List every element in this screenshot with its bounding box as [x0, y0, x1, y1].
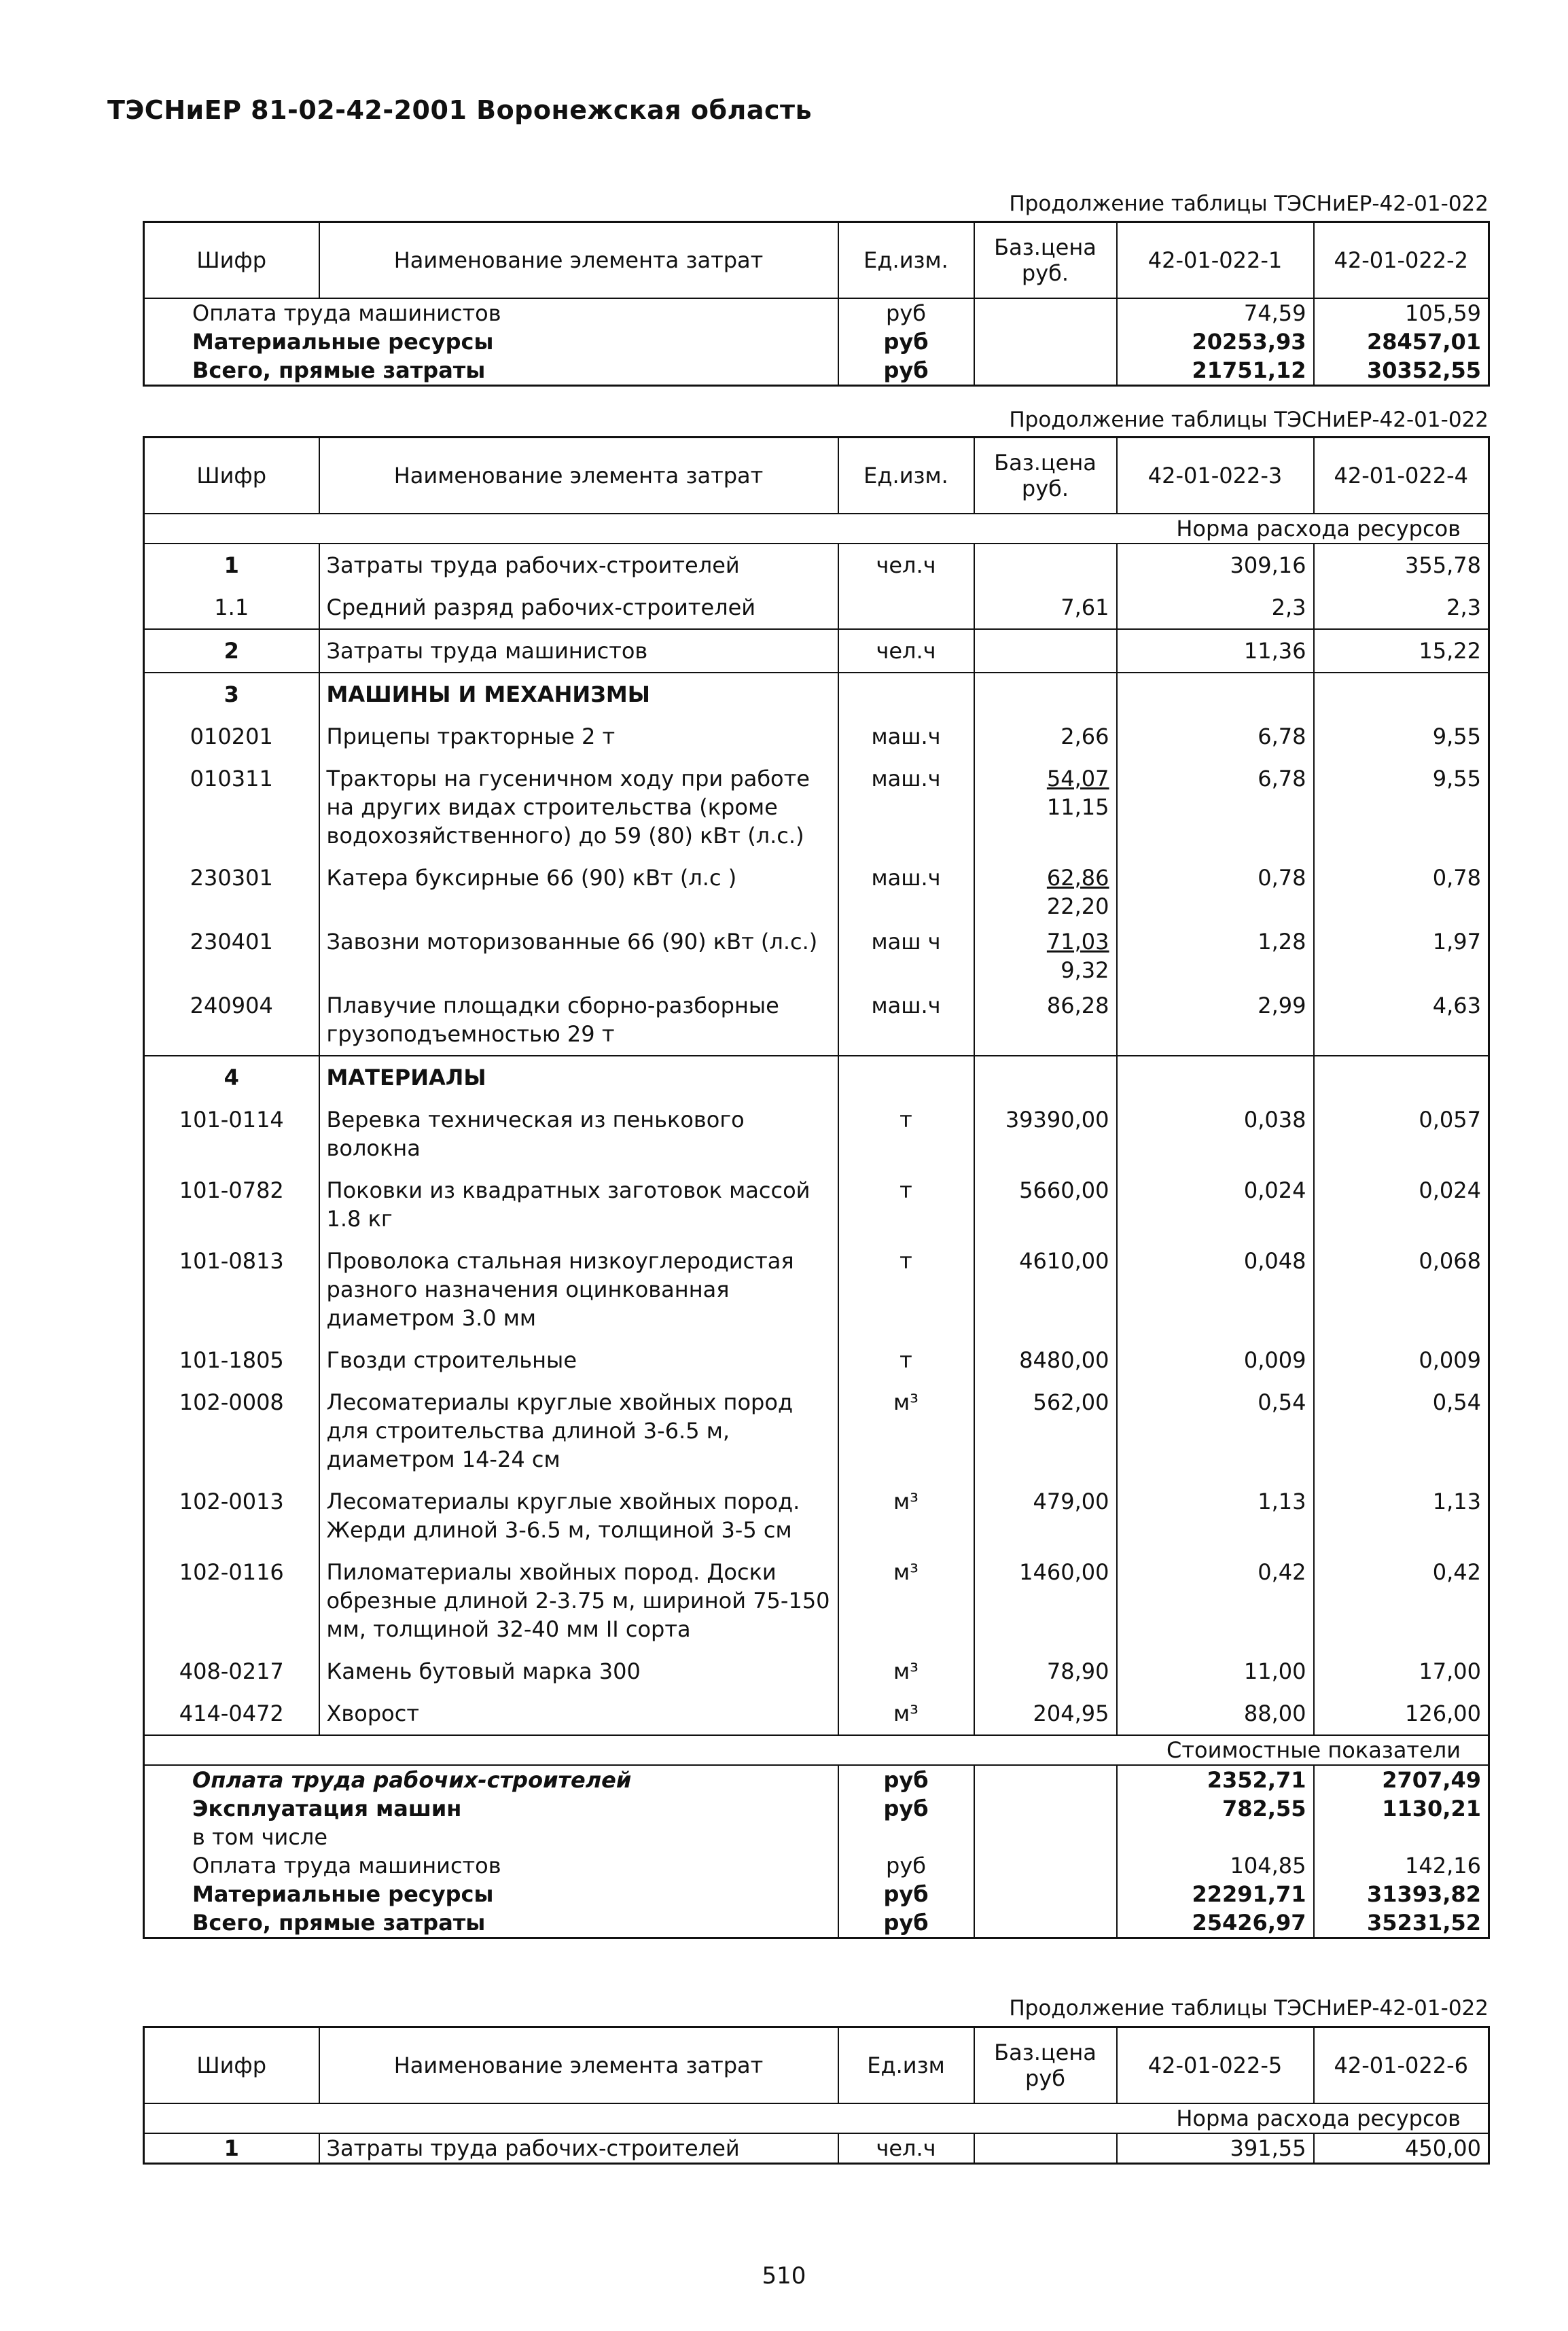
summary-name: в том числе: [192, 1824, 327, 1850]
row-unit: т: [838, 1169, 974, 1240]
col-v1-header: 42-01-022-5: [1117, 2027, 1314, 2104]
summary-unit: руб: [838, 1851, 974, 1880]
summary-value-1: 20253,93: [1117, 327, 1314, 356]
summary-price: [974, 298, 1117, 327]
summary-name: Материальные ресурсы: [192, 329, 494, 355]
row-value-2: 126,00: [1314, 1692, 1489, 1735]
table-row: [144, 758, 1489, 857]
row-price: [974, 1339, 1117, 1381]
row-value-1: 0,024: [1117, 1169, 1314, 1240]
summary-unit: руб: [838, 1765, 974, 1794]
row-unit: м³: [838, 1692, 974, 1735]
summary-unit: руб: [838, 356, 974, 386]
row-value-2: 9,55: [1314, 715, 1489, 758]
row-value-1: 391,55: [1117, 2133, 1314, 2164]
table-row: [144, 673, 1489, 715]
table-row: [144, 544, 1489, 586]
summary-row: [144, 356, 1489, 386]
row-code: 010201: [190, 724, 273, 749]
table-row: [144, 715, 1489, 758]
table-row: [144, 1551, 1489, 1650]
summary-unit: руб: [838, 298, 974, 327]
row-name: Проволока стальная низкоуглеродистая разного назначения оцинкованная диаметром 3.0 мм: [319, 1240, 838, 1339]
row-value-1: 0,009: [1117, 1339, 1314, 1381]
summary-name: Оплата труда рабочих-строителей: [192, 1767, 632, 1793]
summary-value-2: 30352,55: [1314, 356, 1489, 386]
row-unit: м³: [838, 1551, 974, 1650]
row-code: 4: [224, 1065, 239, 1090]
row-unit: чел.ч: [838, 544, 974, 586]
row-value-1: 309,16: [1117, 544, 1314, 586]
row-value-2: 2,3: [1314, 586, 1489, 629]
table-row: [144, 2133, 1489, 2164]
row-price: [974, 1381, 1117, 1480]
row-name: Пиломатериалы хвойных пород. Доски обрезные длиной 2-3.75 м, шириной 75-150 мм, толщиной 32-40 мм II сорта: [319, 1551, 838, 1650]
table-row: [144, 629, 1489, 673]
summary-value-1: 104,85: [1117, 1851, 1314, 1880]
row-unit: маш.ч: [838, 984, 974, 1056]
row-name: Затраты труда машинистов: [319, 629, 838, 673]
table3-continuation-caption: Продолжение таблицы ТЭСНиЕР-42-01-022: [1009, 1996, 1489, 2021]
cost-header-spacer: [144, 1735, 319, 1765]
summary-row: [144, 1765, 1489, 1794]
cost-header-row: [144, 1735, 1489, 1765]
row-code: 101-0114: [179, 1107, 284, 1133]
row-price: [974, 984, 1117, 1056]
row-unit: м³: [838, 1650, 974, 1692]
col-v2-header: 42-01-022-6: [1314, 2027, 1489, 2104]
row-code: 101-0782: [179, 1177, 284, 1203]
row-price-value: 71,03: [1046, 929, 1109, 955]
col-unit-header: Ед.изм: [838, 2027, 974, 2104]
summary-price: [974, 1880, 1117, 1908]
row-price: [974, 629, 1117, 673]
summary-value-1: 22291,71: [1117, 1880, 1314, 1908]
row-price: [974, 1240, 1117, 1339]
row-name: Средний разряд рабочих-строителей: [319, 586, 838, 629]
row-value-1: 1,13: [1117, 1480, 1314, 1551]
document-title: ТЭСНиЕР 81-02-42-2001 Воронежская область: [107, 95, 813, 125]
row-value-1: 11,36: [1117, 629, 1314, 673]
summary-value-2: 31393,82: [1314, 1880, 1489, 1908]
norm-header-label: Норма расхода ресурсов: [1176, 516, 1461, 541]
row-name: Лесоматериалы круглые хвойных пород. Жерди длиной 3-6.5 м, толщиной 3-5 см: [319, 1480, 838, 1551]
row-unit: маш ч: [838, 921, 974, 984]
row-value-1: 2,3: [1117, 586, 1314, 629]
row-price-value: 86,28: [1046, 993, 1109, 1018]
col-unit-header: Ед.изм.: [838, 438, 974, 514]
row-value-1: 2,99: [1117, 984, 1314, 1056]
row-price-value: 562,00: [1033, 1389, 1109, 1415]
table-row: [144, 1381, 1489, 1480]
row-value-2: 15,22: [1314, 629, 1489, 673]
summary-value-1: 21751,12: [1117, 356, 1314, 386]
summary-price: [974, 1794, 1117, 1823]
table-row: [144, 1169, 1489, 1240]
row-code: 102-0008: [179, 1389, 284, 1415]
row-price-value: 54,07: [1046, 766, 1109, 791]
row-name: Веревка техническая из пенькового волокна: [319, 1099, 838, 1169]
norm-header-spacer: [144, 514, 319, 544]
summary-value-2: 142,16: [1314, 1851, 1489, 1880]
table2-header-row: [144, 438, 1489, 514]
row-code: 1: [224, 552, 239, 578]
summary-value-1: 782,55: [1117, 1794, 1314, 1823]
col-name-header: Наименование элемента затрат: [319, 438, 838, 514]
table-row: [144, 921, 1489, 984]
row-value-1: 0,048: [1117, 1240, 1314, 1339]
row-unit: м³: [838, 1480, 974, 1551]
row-price: [974, 1551, 1117, 1650]
row-value-1: 0,42: [1117, 1551, 1314, 1650]
summary-unit: [838, 1823, 974, 1851]
row-value-1: 6,78: [1117, 758, 1314, 857]
row-value-1: 6,78: [1117, 715, 1314, 758]
row-unit: маш.ч: [838, 758, 974, 857]
row-price: [974, 1169, 1117, 1240]
table-row: [144, 1339, 1489, 1381]
summary-row: [144, 1908, 1489, 1938]
row-unit: т: [838, 1240, 974, 1339]
row-code: 2: [224, 638, 239, 664]
norm-header-spacer: [144, 2103, 319, 2133]
row-value-2: 0,54: [1314, 1381, 1489, 1480]
norm-header-row: [144, 514, 1489, 544]
summary-unit: руб: [838, 1908, 974, 1938]
summary-value-2: 2707,49: [1314, 1765, 1489, 1794]
row-code: 102-0116: [179, 1559, 284, 1585]
row-value-2: 1,97: [1314, 921, 1489, 984]
summary-name: Всего, прямые затраты: [192, 1910, 486, 1936]
col-v2-header: 42-01-022-2: [1314, 222, 1489, 299]
row-unit: маш.ч: [838, 857, 974, 921]
summary-name: Оплата труда машинистов: [192, 1853, 501, 1879]
row-value-2: 1,13: [1314, 1480, 1489, 1551]
row-unit: т: [838, 1339, 974, 1381]
summary-row: [144, 1851, 1489, 1880]
row-price-secondary: 9,32: [1061, 957, 1109, 983]
row-unit: чел.ч: [838, 629, 974, 673]
table-row: [144, 1056, 1489, 1099]
row-unit: м³: [838, 1381, 974, 1480]
row-price: [974, 1056, 1117, 1099]
row-name: Затраты труда рабочих-строителей: [319, 544, 838, 586]
summary-row: [144, 327, 1489, 356]
row-value-1: 11,00: [1117, 1650, 1314, 1692]
row-name: Затраты труда рабочих-строителей: [319, 2133, 838, 2164]
summary-name: Оплата труда машинистов: [192, 300, 501, 326]
row-value-2: 0,024: [1314, 1169, 1489, 1240]
col-v2-header: 42-01-022-4: [1314, 438, 1489, 514]
table-row: [144, 857, 1489, 921]
row-unit: т: [838, 1099, 974, 1169]
row-unit: маш.ч: [838, 715, 974, 758]
col-code-header: Шифр: [196, 2052, 267, 2078]
row-name: Плавучие площадки сборно-разборные грузоподъемностью 29 т: [319, 984, 838, 1056]
summary-unit: руб: [838, 327, 974, 356]
row-code: 3: [224, 681, 239, 707]
summary-value-2: 1130,21: [1314, 1794, 1489, 1823]
row-value-2: 0,057: [1314, 1099, 1489, 1169]
summary-price: [974, 356, 1117, 386]
summary-unit: руб: [838, 1880, 974, 1908]
row-name: Гвозди строительные: [319, 1339, 838, 1381]
row-code: 230401: [190, 929, 273, 955]
row-value-1: [1117, 1056, 1314, 1099]
row-code: 408-0217: [179, 1658, 284, 1684]
row-code: 1: [224, 2135, 239, 2161]
row-price-value: 39390,00: [1005, 1107, 1109, 1133]
row-code: 1.1: [214, 594, 249, 620]
table-row: [144, 1240, 1489, 1339]
row-price-value: 204,95: [1033, 1701, 1109, 1726]
row-price-value: 8480,00: [1019, 1347, 1109, 1373]
summary-name: Материальные ресурсы: [192, 1881, 494, 1907]
col-price-header: Баз.цена руб: [974, 2027, 1117, 2104]
row-code: 414-0472: [179, 1701, 284, 1726]
summary-row: [144, 1880, 1489, 1908]
col-v1-header: 42-01-022-1: [1117, 222, 1314, 299]
col-unit-header: Ед.изм.: [838, 222, 974, 299]
row-code: 102-0013: [179, 1489, 284, 1514]
row-value-1: 0,038: [1117, 1099, 1314, 1169]
row-price-secondary: 22,20: [1046, 893, 1109, 919]
summary-row: [144, 1794, 1489, 1823]
table-row: [144, 1480, 1489, 1551]
row-value-2: 0,42: [1314, 1551, 1489, 1650]
row-price: [974, 673, 1117, 715]
row-code: 101-0813: [179, 1248, 284, 1274]
row-unit: чел.ч: [838, 2133, 974, 2164]
row-price-value: 4610,00: [1019, 1248, 1109, 1274]
summary-value-1: 2352,71: [1117, 1765, 1314, 1794]
summary-unit: руб: [838, 1794, 974, 1823]
row-name: Прицепы тракторные 2 т: [319, 715, 838, 758]
table-row: [144, 1099, 1489, 1169]
row-price-value: 7,61: [1061, 594, 1109, 620]
row-value-2: 9,55: [1314, 758, 1489, 857]
table-row: [144, 984, 1489, 1056]
row-value-2: 0,009: [1314, 1339, 1489, 1381]
table2: [143, 436, 1490, 1939]
row-name: Лесоматериалы круглые хвойных пород для строительства длиной 3-6.5 м, диаметром 14-24 см: [319, 1381, 838, 1480]
table-row: [144, 586, 1489, 629]
row-value-1: 88,00: [1117, 1692, 1314, 1735]
summary-value-2: [1314, 1823, 1489, 1851]
norm-header-row: [144, 2103, 1489, 2133]
row-price: [974, 2133, 1117, 2164]
page-number: 510: [762, 2262, 806, 2290]
table2-continuation-caption: Продолжение таблицы ТЭСНиЕР-42-01-022: [1009, 408, 1489, 432]
col-price-header: Баз.цена руб.: [974, 438, 1117, 514]
col-name-header: Наименование элемента затрат: [319, 222, 838, 299]
row-name: Завозни моторизованные 66 (90) кВт (л.с.): [319, 921, 838, 984]
row-name: Хворост: [319, 1692, 838, 1735]
row-name: Катера буксирные 66 (90) кВт (л.с ): [319, 857, 838, 921]
row-value-2: 17,00: [1314, 1650, 1489, 1692]
row-price-value: 479,00: [1033, 1489, 1109, 1514]
table-row: [144, 1650, 1489, 1692]
table1-continuation-caption: Продолжение таблицы ТЭСНиЕР-42-01-022: [1009, 192, 1489, 216]
row-name: Тракторы на гусеничном ходу при работе на других видах строительства (кроме водохозяйственного) до 59 (80) кВт (л.с.): [319, 758, 838, 857]
summary-row: [144, 1823, 1489, 1851]
row-value-2: 0,068: [1314, 1240, 1489, 1339]
row-price: [974, 921, 1117, 984]
summary-price: [974, 1908, 1117, 1938]
row-name: Камень бутовый марка 300: [319, 1650, 838, 1692]
row-value-1: 1,28: [1117, 921, 1314, 984]
summary-value-2: 105,59: [1314, 298, 1489, 327]
table3: [143, 2026, 1490, 2165]
row-name: Поковки из квадратных заготовок массой 1.8 кг: [319, 1169, 838, 1240]
row-price: [974, 857, 1117, 921]
summary-value-1: [1117, 1823, 1314, 1851]
col-price-header: Баз.цена руб.: [974, 222, 1117, 299]
row-code: 230301: [190, 865, 273, 891]
row-price: [974, 1480, 1117, 1551]
summary-value-1: 25426,97: [1117, 1908, 1314, 1938]
summary-price: [974, 327, 1117, 356]
row-value-2: 355,78: [1314, 544, 1489, 586]
row-price-value: 62,86: [1046, 865, 1109, 891]
row-price: [974, 544, 1117, 586]
row-price-value: 5660,00: [1019, 1177, 1109, 1203]
row-price: [974, 1692, 1117, 1735]
row-name: МАТЕРИАЛЫ: [319, 1056, 838, 1099]
row-value-1: [1117, 673, 1314, 715]
summary-name: Всего, прямые затраты: [192, 357, 486, 383]
summary-value-2: 35231,52: [1314, 1908, 1489, 1938]
table1-header-row: [144, 222, 1489, 299]
col-code-header: Шифр: [196, 247, 267, 273]
row-unit: [838, 586, 974, 629]
row-code: 010311: [190, 766, 273, 791]
row-price: [974, 1650, 1117, 1692]
row-price-secondary: 11,15: [1046, 794, 1109, 820]
row-name: МАШИНЫ И МЕХАНИЗМЫ: [319, 673, 838, 715]
row-value-1: 0,54: [1117, 1381, 1314, 1480]
row-code: 240904: [190, 993, 273, 1018]
table-row: [144, 1692, 1489, 1735]
row-value-2: 4,63: [1314, 984, 1489, 1056]
col-name-header: Наименование элемента затрат: [319, 2027, 838, 2104]
row-price: [974, 1099, 1117, 1169]
col-code-header: Шифр: [196, 463, 267, 488]
summary-price: [974, 1851, 1117, 1880]
summary-row: [144, 298, 1489, 327]
table3-header-row: [144, 2027, 1489, 2104]
row-price: [974, 715, 1117, 758]
row-value-2: [1314, 1056, 1489, 1099]
row-price-value: 78,90: [1046, 1658, 1109, 1684]
col-v1-header: 42-01-022-3: [1117, 438, 1314, 514]
summary-value-1: 74,59: [1117, 298, 1314, 327]
row-value-2: 0,78: [1314, 857, 1489, 921]
cost-header-label: Стоимостные показатели: [1166, 1737, 1461, 1763]
row-price-value: 2,66: [1061, 724, 1109, 749]
row-price-value: 1460,00: [1019, 1559, 1109, 1585]
row-price: [974, 586, 1117, 629]
table1: [143, 221, 1490, 387]
summary-name: Эксплуатация машин: [192, 1796, 462, 1821]
summary-price: [974, 1823, 1117, 1851]
row-code: 101-1805: [179, 1347, 284, 1373]
summary-value-2: 28457,01: [1314, 327, 1489, 356]
norm-header-label: Норма расхода ресурсов: [1176, 2105, 1461, 2131]
row-price: [974, 758, 1117, 857]
row-unit: [838, 1056, 974, 1099]
row-value-2: 450,00: [1314, 2133, 1489, 2164]
row-value-1: 0,78: [1117, 857, 1314, 921]
row-unit: [838, 673, 974, 715]
row-value-2: [1314, 673, 1489, 715]
summary-price: [974, 1765, 1117, 1794]
